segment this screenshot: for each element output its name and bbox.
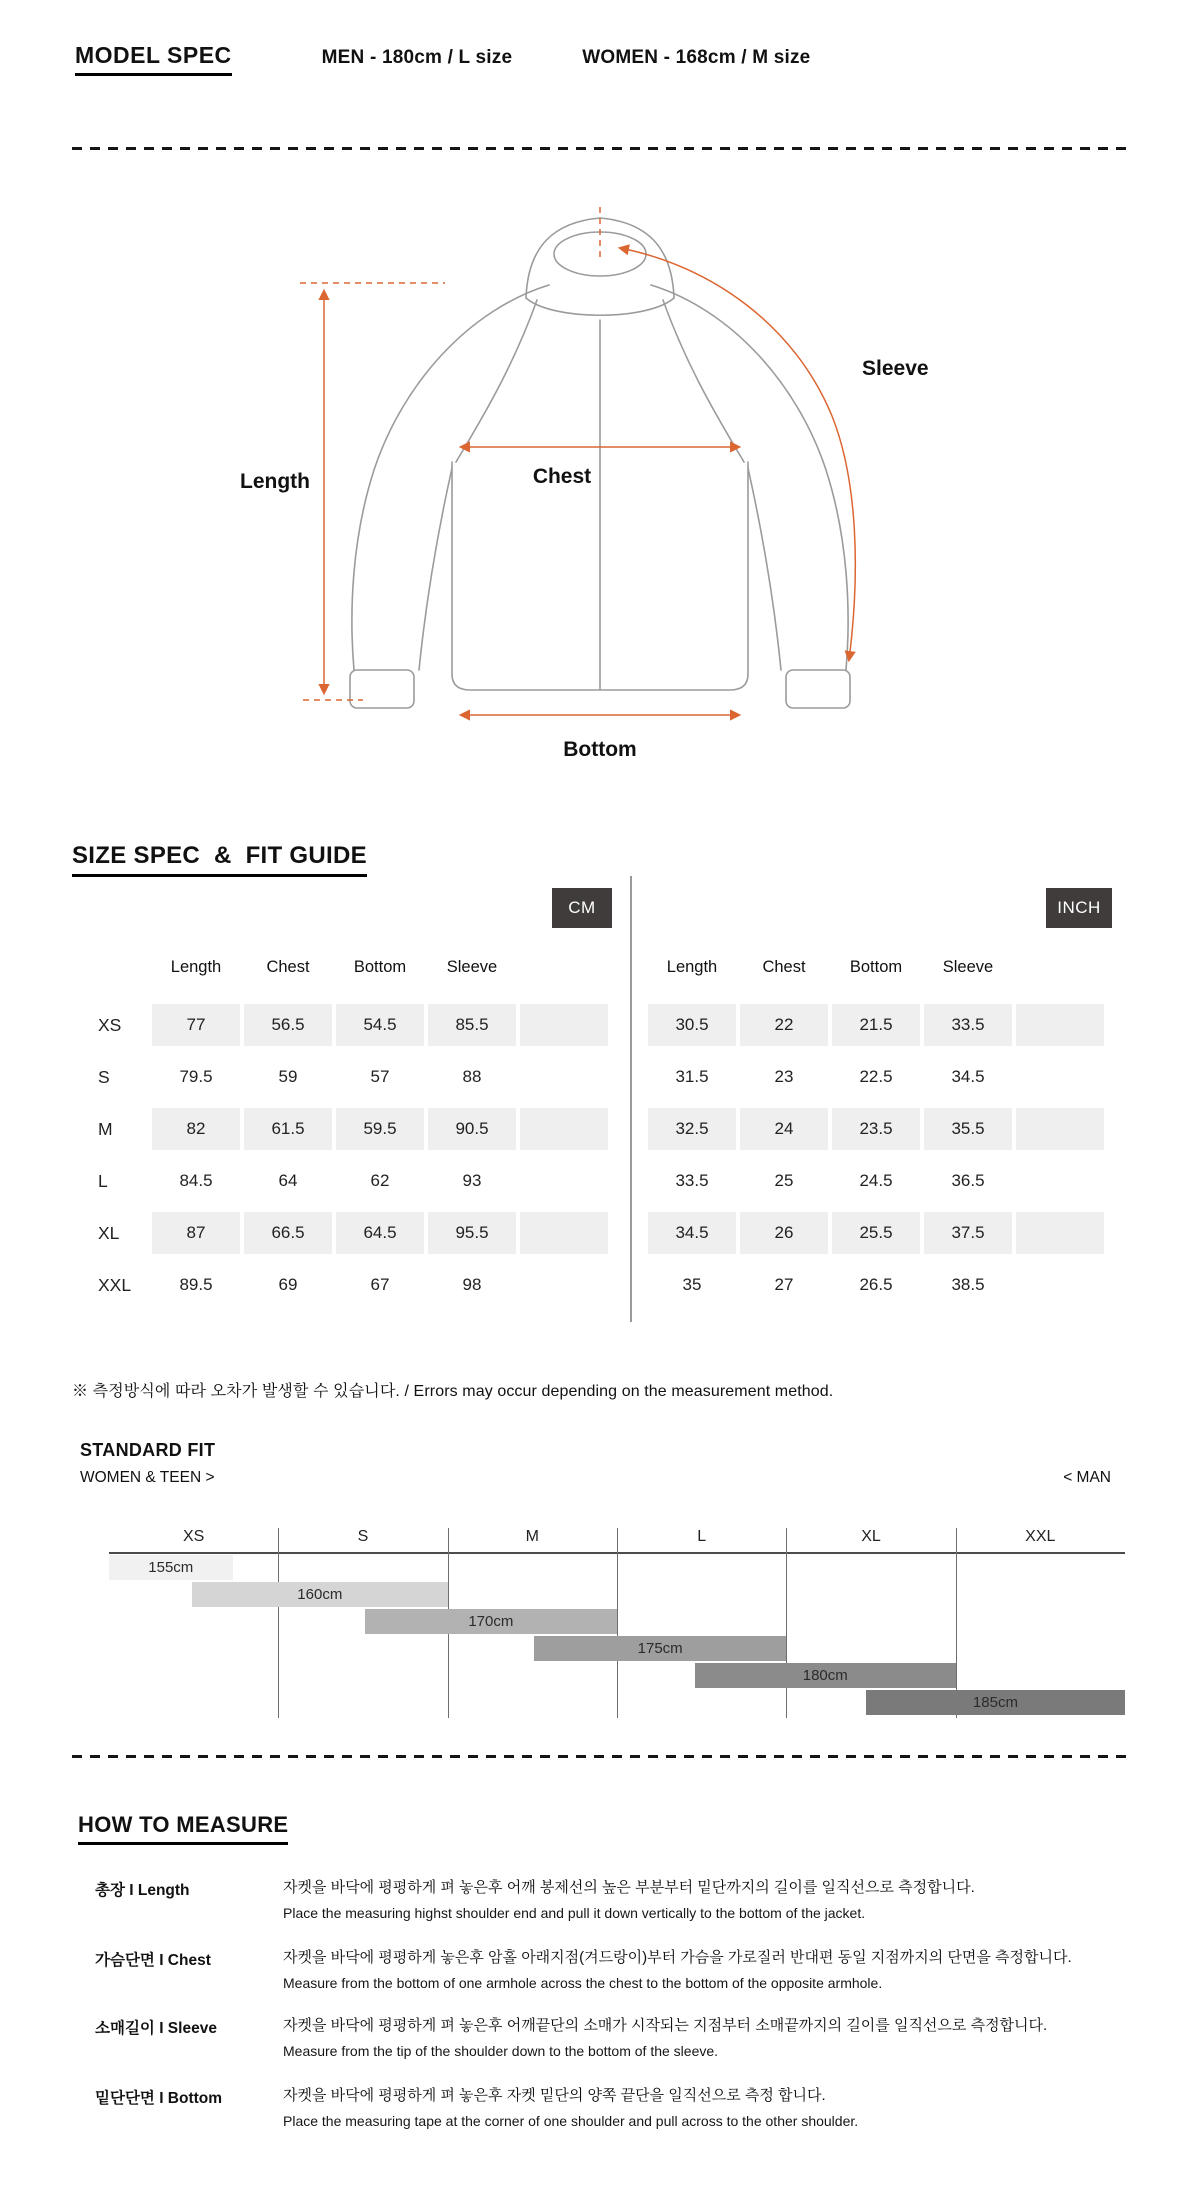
table-row [72, 1056, 612, 1098]
size-value: 66.5 [244, 1212, 332, 1254]
size-label: S [98, 1066, 110, 1087]
table-row [72, 1108, 612, 1150]
cm-table [72, 956, 612, 1316]
inch-table-body [648, 1004, 1108, 1316]
empty-cell [520, 1264, 608, 1306]
fit-size-label: M [525, 1528, 539, 1545]
measure-label: 소매길이 I Sleeve [95, 2020, 217, 2037]
table-row [648, 1108, 1108, 1150]
sleeve-label: Sleeve [862, 357, 929, 380]
measurement-arrows [300, 207, 855, 715]
measure-text-kr: 자켓을 바닥에 평평하게 펴 놓은후 자켓 밑단의 양쪽 끝단을 일직선으로 측정 합니다. [283, 2087, 826, 2104]
fit-bar: 170cm [365, 1609, 617, 1634]
size-value: 25 [774, 1171, 794, 1190]
inch-table-head [648, 956, 1108, 978]
fit-column-divider [617, 1528, 618, 1718]
size-value: 35 [682, 1275, 702, 1294]
column-header: Length [170, 957, 222, 976]
fit-chart [109, 1528, 1125, 1720]
table-row [648, 1264, 1108, 1306]
fit-column-divider [278, 1528, 279, 1718]
jacket-measure-diagram [0, 150, 1200, 765]
cm-table-head [72, 956, 612, 978]
inch-table [648, 956, 1108, 1316]
column-header: Sleeve [446, 957, 498, 976]
standard-fit-title: STANDARD FIT [80, 1440, 216, 1460]
size-label: XL [98, 1222, 120, 1243]
fit-size-label: XS [182, 1528, 205, 1545]
size-value: 35.5 [924, 1108, 1012, 1150]
table-row [72, 1264, 612, 1306]
fit-size-label: S [357, 1528, 369, 1545]
fit-size-label: XXL [1025, 1528, 1056, 1545]
size-value: 87 [152, 1212, 240, 1254]
empty-cell [1016, 1056, 1104, 1098]
size-value: 59 [278, 1067, 298, 1086]
fit-bar: 185cm [866, 1690, 1125, 1715]
table-row [648, 1160, 1108, 1202]
size-value: 38.5 [951, 1275, 985, 1294]
size-value: 93 [462, 1171, 482, 1190]
fit-column-divider [786, 1528, 787, 1718]
size-value: 61.5 [244, 1108, 332, 1150]
size-label: XXL [98, 1274, 132, 1295]
column-header: Length [666, 957, 718, 976]
size-spec-title: SIZE SPEC & FIT GUIDE [72, 842, 367, 877]
measure-text-kr: 자켓을 바닥에 평평하게 펴 놓은후 어깨끝단의 소매가 시작되는 지점부터 소매끝까지의 길이를 일직선으로 측정합니다. [283, 2017, 1048, 2034]
size-label: L [98, 1170, 108, 1191]
measure-label: 총장 I Length [95, 1882, 190, 1899]
size-value: 30.5 [648, 1004, 736, 1046]
empty-cell [1016, 1212, 1104, 1254]
size-value: 77 [152, 1004, 240, 1046]
empty-cell [1016, 1160, 1104, 1202]
size-value: 21.5 [832, 1004, 920, 1046]
size-value: 64.5 [336, 1212, 424, 1254]
page-title: MODEL SPEC [75, 42, 232, 76]
standard-fit-section [72, 1440, 1128, 1740]
how-to-measure-title: HOW TO MEASURE [78, 1812, 288, 1845]
fit-size-label: L [697, 1528, 707, 1545]
measure-label: 밑단단면 I Bottom [95, 2090, 223, 2107]
size-value: 31.5 [675, 1067, 709, 1086]
measure-text-en: Place the measuring tape at the corner of one shoulder and pull across to the other shoulder. [283, 2113, 859, 2129]
size-value: 27 [774, 1275, 794, 1294]
size-value: 67 [370, 1275, 390, 1294]
column-header: Sleeve [942, 957, 994, 976]
table-row [72, 1004, 612, 1046]
table-row [72, 1212, 612, 1254]
size-value: 33.5 [924, 1004, 1012, 1046]
size-value: 98 [462, 1275, 482, 1294]
fit-bar: 155cm [109, 1555, 233, 1580]
cuff-left [350, 670, 414, 708]
size-value: 25.5 [832, 1212, 920, 1254]
size-value: 24.5 [859, 1171, 893, 1190]
column-header: Chest [762, 957, 806, 976]
size-value: 26 [740, 1212, 828, 1254]
fit-bar: 175cm [534, 1636, 786, 1661]
empty-cell [520, 1108, 608, 1150]
jacket-outline [350, 218, 850, 708]
size-value: 62 [370, 1171, 390, 1190]
size-value: 22 [740, 1004, 828, 1046]
dashed-separator-bottom [72, 1755, 1128, 1758]
length-label: Length [240, 470, 310, 493]
size-value: 37.5 [924, 1212, 1012, 1254]
size-value: 82 [152, 1108, 240, 1150]
measure-text-kr: 자켓을 바닥에 평평하게 펴 놓은후 어깨 봉제선의 높은 부분부터 밑단까지의 길이를 일직선으로 측정합니다. [283, 1879, 975, 1896]
column-header: Chest [266, 957, 310, 976]
size-value: 36.5 [951, 1171, 985, 1190]
raglan-seam-right [663, 300, 744, 462]
size-value: 89.5 [179, 1275, 213, 1294]
size-value: 22.5 [859, 1067, 893, 1086]
size-value: 95.5 [428, 1212, 516, 1254]
size-value: 85.5 [428, 1004, 516, 1046]
table-divider [630, 876, 632, 1322]
measure-desc [283, 2086, 1143, 2130]
measure-text-en: Place the measuring highst shoulder end and pull it down vertically to the bottom of the jacket. [283, 1905, 866, 1921]
table-row [72, 1160, 612, 1202]
fit-bar: 180cm [695, 1663, 956, 1688]
table-row [648, 1212, 1108, 1254]
bottom-label: Bottom [563, 738, 637, 761]
size-value: 26.5 [859, 1275, 893, 1294]
fit-bar: 160cm [192, 1582, 448, 1607]
size-value: 59.5 [336, 1108, 424, 1150]
size-value: 32.5 [648, 1108, 736, 1150]
model-spec-header [75, 42, 810, 76]
unit-badge-inch: INCH [1046, 888, 1112, 928]
raglan-seam-left [456, 300, 537, 462]
size-value: 34.5 [648, 1212, 736, 1254]
size-value: 79.5 [179, 1067, 213, 1086]
size-value: 33.5 [675, 1171, 709, 1190]
empty-cell [1016, 1004, 1104, 1046]
empty-cell [1016, 1108, 1104, 1150]
size-value: 34.5 [951, 1067, 985, 1086]
size-value: 69 [278, 1275, 298, 1294]
chest-label: Chest [532, 465, 592, 488]
size-value: 23.5 [832, 1108, 920, 1150]
measure-text-en: Measure from the tip of the shoulder down to the bottom of the sleeve. [283, 2043, 719, 2059]
measure-desc [283, 2016, 1143, 2060]
size-value: 88 [462, 1067, 482, 1086]
size-label: M [98, 1118, 113, 1139]
measure-desc [283, 1948, 1143, 1992]
size-value: 64 [278, 1171, 298, 1190]
size-value: 57 [370, 1067, 390, 1086]
column-header: Bottom [353, 957, 407, 976]
women-teen-label: WOMEN & TEEN > [80, 1469, 215, 1486]
size-value: 24 [740, 1108, 828, 1150]
size-value: 23 [774, 1067, 794, 1086]
measure-label: 가슴단면 I Chest [95, 1952, 211, 1969]
size-value: 84.5 [179, 1171, 213, 1190]
table-row [648, 1056, 1108, 1098]
empty-cell [520, 1056, 608, 1098]
measurement-note: ※ 측정방식에 따라 오차가 발생할 수 있습니다. / Errors may occur depending on the measurement method. [72, 1383, 834, 1400]
column-header: Bottom [849, 957, 903, 976]
size-value: 90.5 [428, 1108, 516, 1150]
model-men-spec: MEN - 180cm / L size [321, 47, 513, 68]
measure-text-en: Measure from the bottom of one armhole across the chest to the bottom of the opposite armhole. [283, 1975, 883, 1991]
man-label: < MAN [1063, 1469, 1111, 1486]
measure-text-kr: 자켓을 바닥에 평평하게 놓은후 암홀 아래지점(겨드랑이)부터 가슴을 가로질러 반대편 동일 지점까지의 단면을 측정합니다. [283, 1949, 1072, 1966]
size-tables [72, 880, 1128, 1340]
size-value: 54.5 [336, 1004, 424, 1046]
model-women-spec: WOMEN - 168cm / M size [582, 47, 811, 68]
table-row [648, 1004, 1108, 1046]
empty-cell [1016, 1264, 1104, 1306]
unit-badge-cm: CM [552, 888, 612, 928]
size-label: XS [98, 1014, 122, 1035]
empty-cell [520, 1212, 608, 1254]
measure-desc [283, 1878, 1143, 1922]
empty-cell [520, 1004, 608, 1046]
cuff-right [786, 670, 850, 708]
empty-cell [520, 1160, 608, 1202]
cm-table-body [72, 1004, 612, 1316]
size-value: 56.5 [244, 1004, 332, 1046]
fit-size-label: XL [861, 1528, 881, 1545]
